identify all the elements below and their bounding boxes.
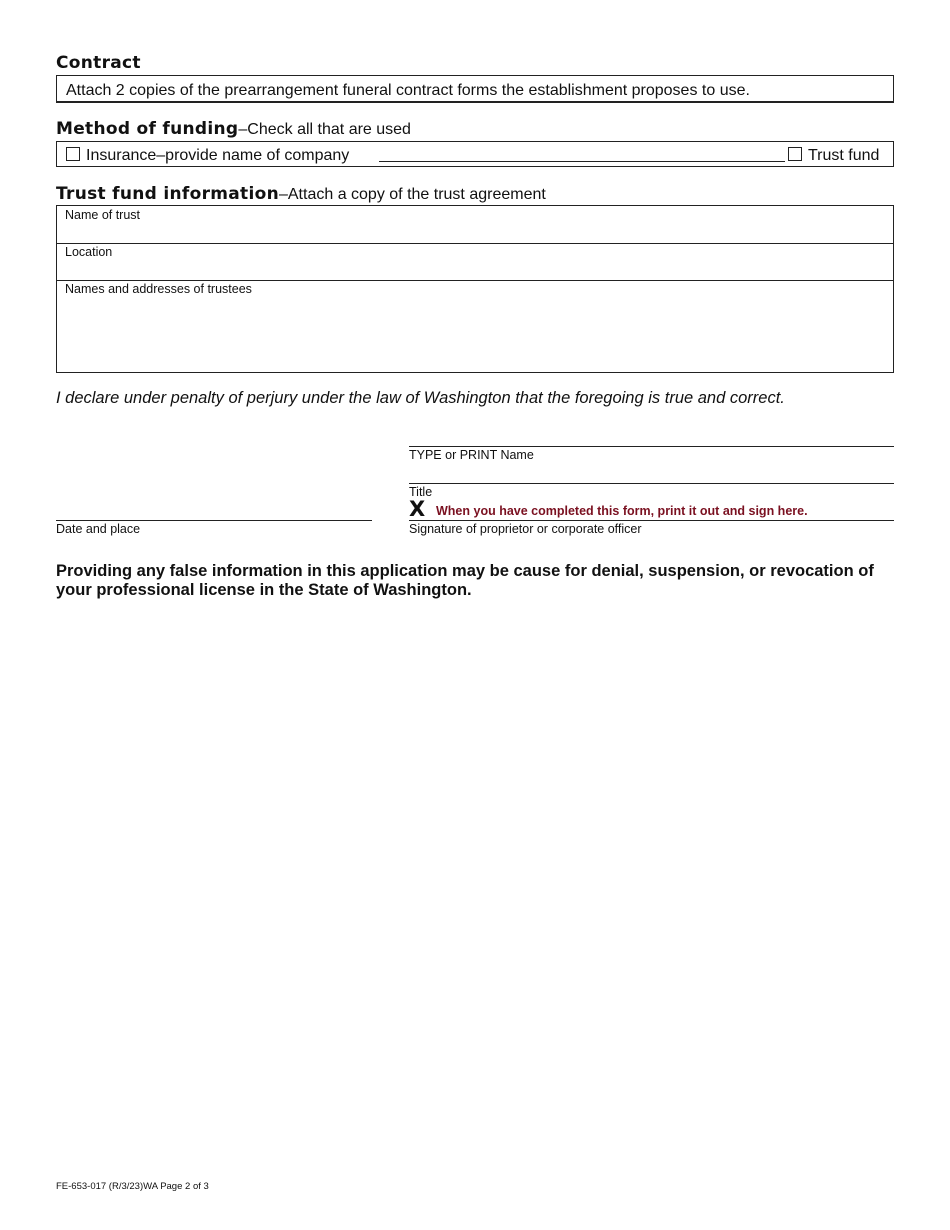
signature-label: Signature of proprietor or corporate officer <box>409 522 642 536</box>
print-name-line[interactable] <box>409 446 894 447</box>
insurance-label: Insurance–provide name of company <box>86 147 350 164</box>
trust-heading: Trust fund information–Attach a copy of the trust agreement <box>56 184 546 204</box>
trustees-label: Names and addresses of trustees <box>65 282 252 296</box>
trust-info-table <box>56 205 894 373</box>
date-place-label: Date and place <box>56 522 141 536</box>
trust-fund-checkbox[interactable] <box>788 147 802 161</box>
contract-instruction: Attach 2 copies of the prearrangement funeral contract forms the establishment proposes to use. <box>66 82 750 99</box>
contract-box <box>56 75 894 103</box>
trust-fund-option[interactable] <box>788 147 879 165</box>
form-footer: FE-653-017 (R/3/23)WA Page 2 of 3 <box>56 1181 209 1192</box>
insurance-option[interactable] <box>66 147 349 165</box>
funding-box <box>56 141 894 167</box>
title-line[interactable] <box>409 483 894 484</box>
false-information-warning: Providing any false information in this application may be cause for denial, suspension, or revocation of your professional license in the State of Washington. <box>56 562 874 599</box>
funding-heading: Method of funding–Check all that are used <box>56 119 411 139</box>
sign-here-note: When you have completed this form, print it out and sign here. <box>436 504 808 518</box>
insurance-company-field[interactable] <box>379 161 785 162</box>
trust-name-field[interactable] <box>57 206 893 244</box>
date-place-line[interactable] <box>56 520 372 521</box>
trustees-field[interactable] <box>57 281 893 372</box>
trust-location-label: Location <box>65 245 113 259</box>
trust-fund-label: Trust fund <box>808 147 880 164</box>
declaration-text: I declare under penalty of perjury under the law of Washington that the foregoing is true and correct. <box>56 389 785 407</box>
contract-heading: Contract <box>56 53 141 73</box>
title-label: Title <box>409 485 433 499</box>
signature-line[interactable] <box>409 520 894 521</box>
print-name-label: TYPE or PRINT Name <box>409 448 534 462</box>
trust-location-field[interactable] <box>57 244 893 281</box>
signature-x-mark: X <box>409 497 426 521</box>
trust-name-label: Name of trust <box>65 208 141 222</box>
insurance-checkbox[interactable] <box>66 147 80 161</box>
